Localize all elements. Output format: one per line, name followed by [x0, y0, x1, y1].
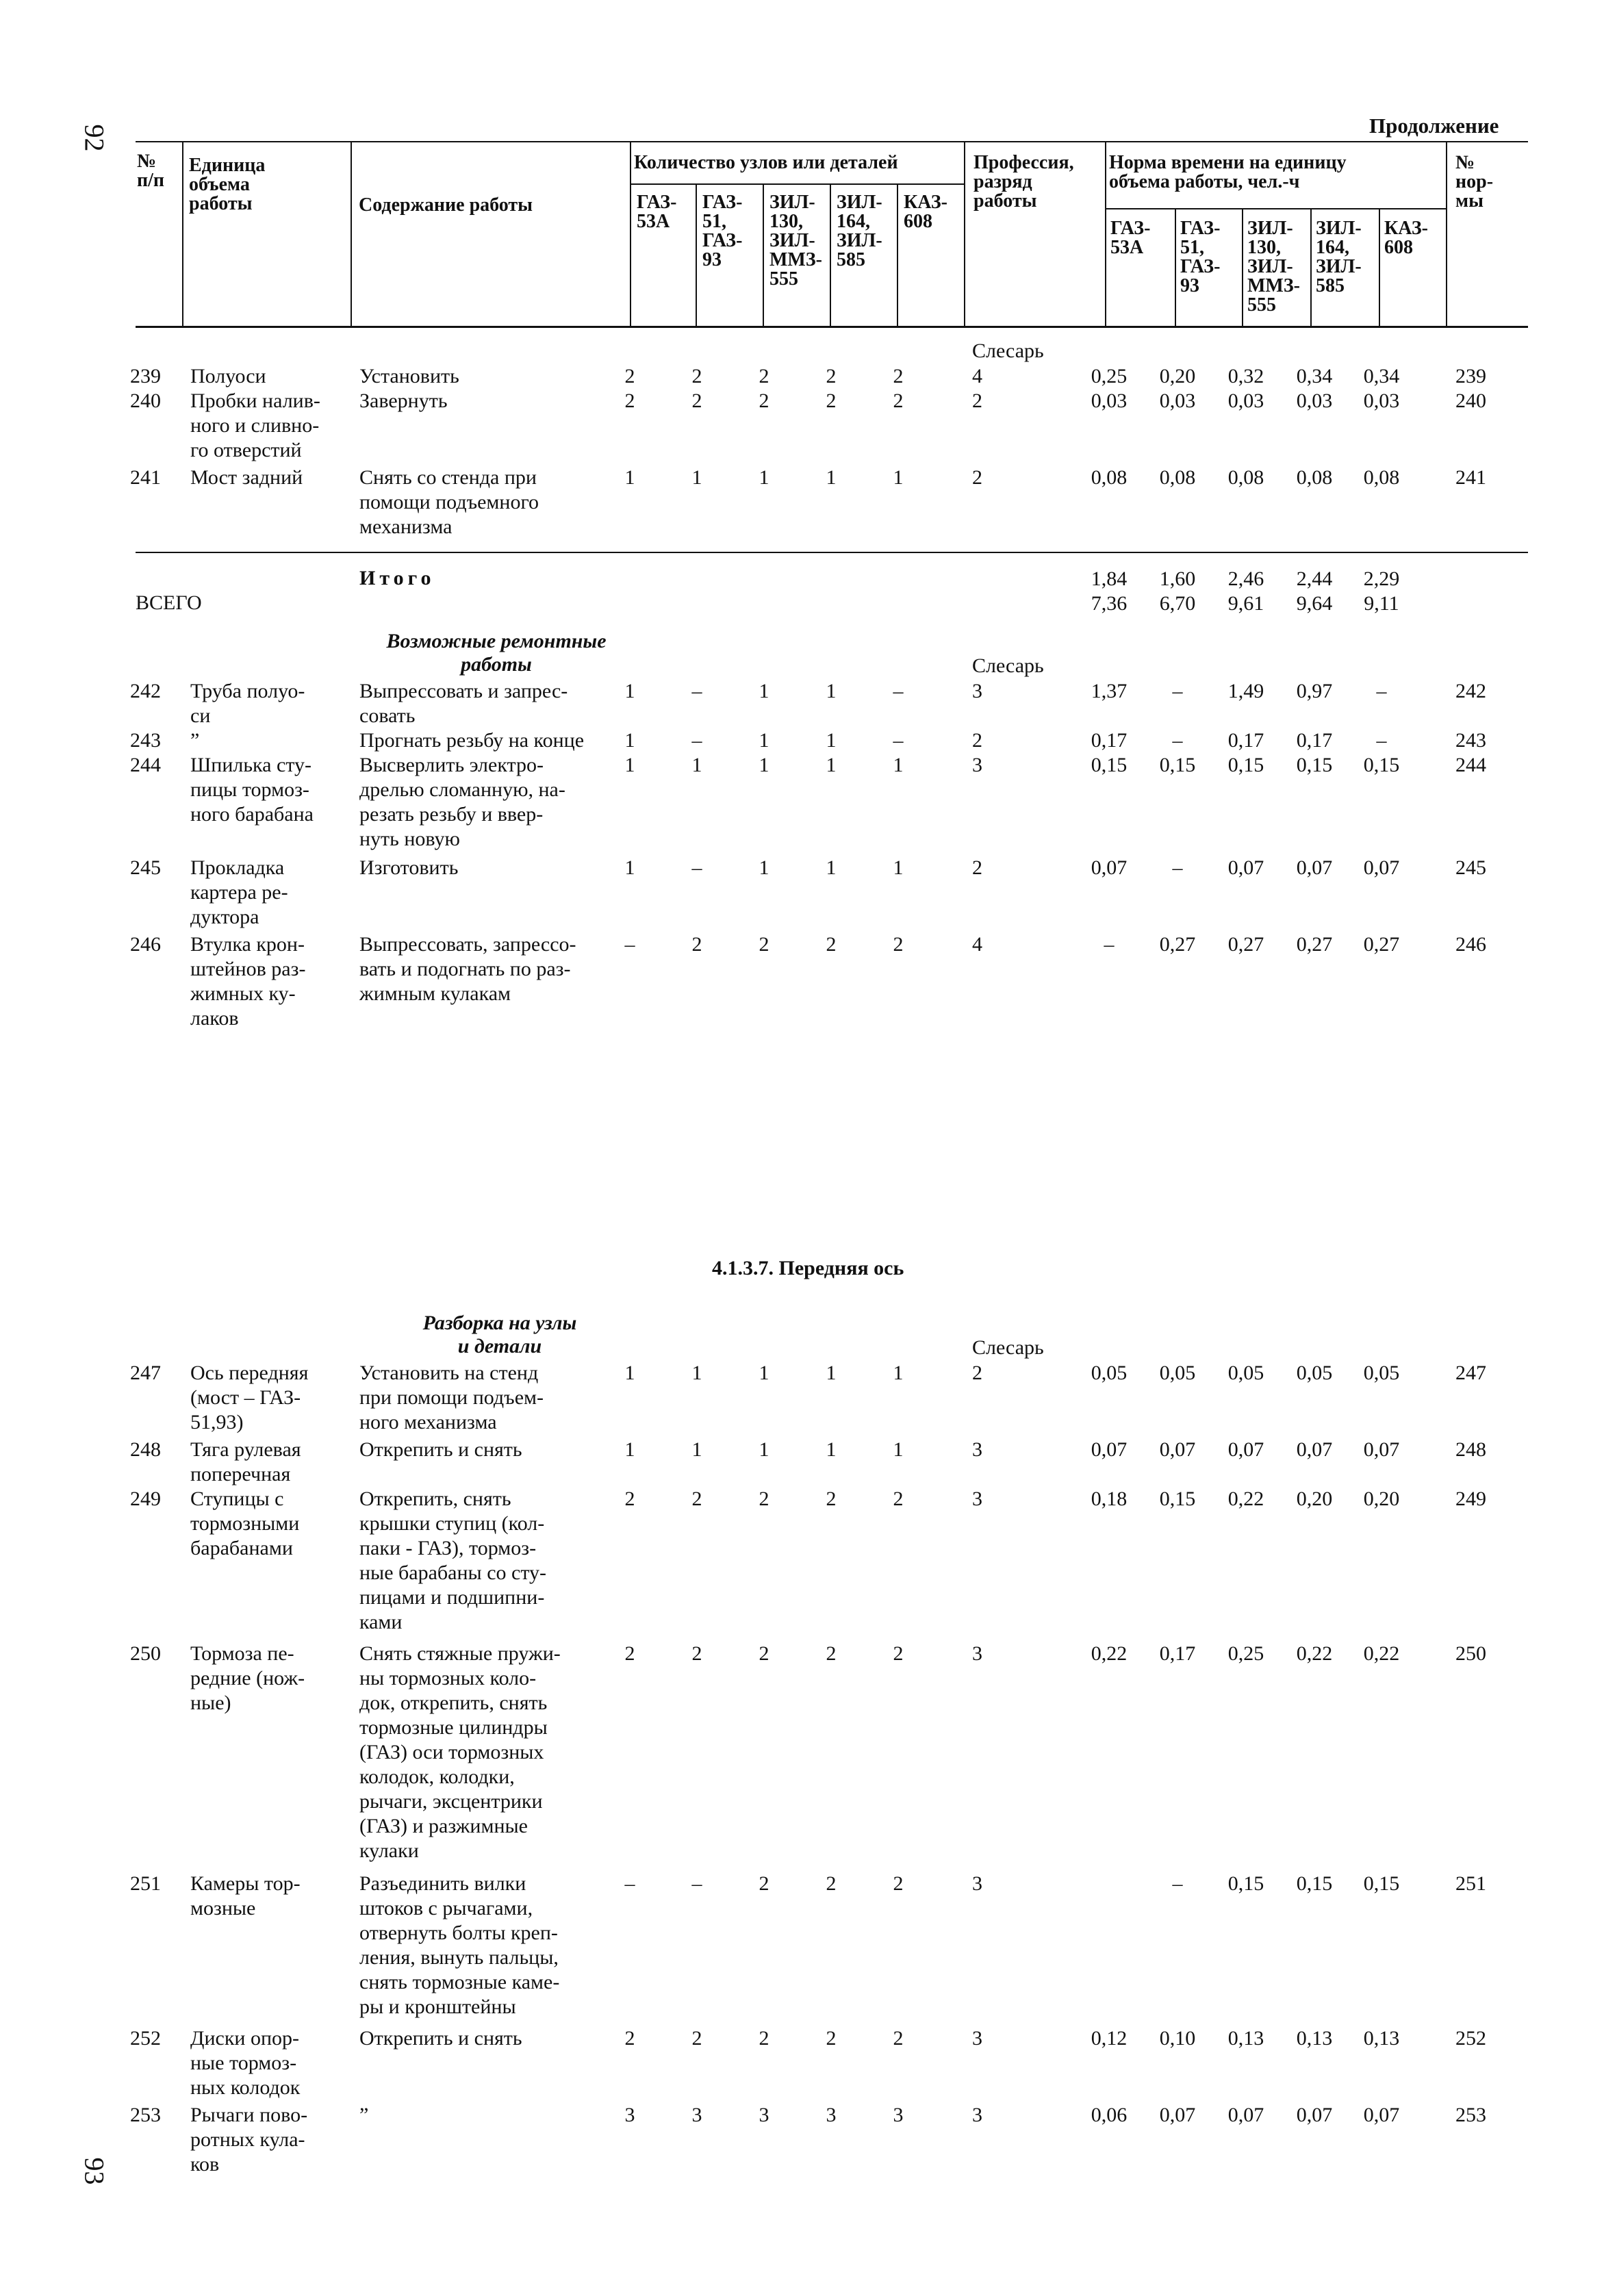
quantity-cell: 2 — [691, 365, 702, 387]
row-number: 249 — [130, 1488, 161, 1510]
row-unit: Труба полуо- си — [190, 680, 305, 727]
norm-cell: 0,13 — [1363, 2027, 1400, 2050]
norm-cell: 0,15 — [1296, 754, 1333, 776]
quantity-cell: – — [624, 1872, 635, 1895]
row-number: 241 — [130, 466, 161, 489]
section-title: 4.1.3.7. Передняя ось — [712, 1257, 904, 1279]
quantity-cell: 1 — [691, 466, 702, 489]
row-unit: Рычаги пово- ротных кула- ков — [190, 2104, 308, 2176]
norm-cell: 0,15 — [1159, 1488, 1196, 1510]
quantity-cell: 2 — [691, 1642, 702, 1665]
norm-cell: 0,15 — [1227, 754, 1264, 776]
total-value: 9,11 — [1364, 592, 1399, 615]
row-norm-code: 248 — [1455, 1438, 1486, 1461]
quantity-cell: 3 — [691, 2104, 702, 2126]
row-unit: Ступицы с тормозными барабанами — [190, 1488, 300, 1559]
header-qty-col: ГАЗ- 51, ГАЗ- 93 — [702, 192, 743, 270]
norm-cell: – — [1172, 680, 1183, 702]
itogo-label: Итого — [359, 567, 435, 589]
quantity-cell: 2 — [759, 1872, 769, 1895]
quantity-cell: 1 — [759, 1362, 769, 1384]
norm-cell: 0,17 — [1296, 729, 1333, 752]
section-b-heading: Возможные ремонтные работы — [386, 630, 607, 676]
row-profession-grade: 3 — [972, 2027, 982, 2050]
quantity-cell: 2 — [759, 933, 769, 956]
quantity-cell: 1 — [893, 466, 904, 489]
header-norm-group: Норма времени на единицу объема работы, чел.-ч — [1109, 152, 1347, 192]
quantity-cell: – — [624, 933, 635, 956]
norm-cell: 0,07 — [1091, 856, 1128, 879]
total-value: 2,29 — [1363, 567, 1400, 590]
total-value: 7,36 — [1091, 592, 1128, 615]
norm-cell: 0,03 — [1363, 390, 1400, 412]
row-unit: Пробки налив- ного и сливно- го отверстий — [190, 390, 320, 461]
norm-cell: 0,32 — [1227, 365, 1264, 387]
row-profession-grade: 3 — [972, 1488, 982, 1510]
total-value: 2,44 — [1296, 567, 1333, 590]
quantity-cell: 1 — [826, 754, 837, 776]
norm-cell: 0,27 — [1227, 933, 1264, 956]
row-profession-grade: 3 — [972, 1872, 982, 1895]
row-unit: Полуоси — [190, 365, 266, 387]
quantity-cell: 1 — [893, 754, 904, 776]
norm-cell: 0,07 — [1227, 2104, 1264, 2126]
norm-cell: 0,15 — [1296, 1872, 1333, 1895]
quantity-cell: 3 — [759, 2104, 769, 2126]
total-value: 1,84 — [1091, 567, 1128, 590]
row-number: 247 — [130, 1362, 161, 1384]
row-profession-grade: 2 — [972, 1362, 982, 1384]
row-norm-code: 242 — [1455, 680, 1486, 702]
row-work: Выпрессовать, запрессо- вать и подогнать по раз- жимным кулакам — [359, 933, 576, 1005]
norm-cell: 0,10 — [1159, 2027, 1196, 2050]
norm-cell: 0,07 — [1363, 1438, 1400, 1461]
quantity-cell: 2 — [826, 2027, 837, 2050]
quantity-cell: 1 — [759, 729, 769, 752]
norm-cell: 0,07 — [1296, 2104, 1333, 2126]
row-unit: Втулка крон- штейнов раз- жимных ку- лаков — [190, 933, 306, 1030]
norm-cell: 1,37 — [1091, 680, 1128, 702]
quantity-cell: 1 — [691, 1362, 702, 1384]
norm-cell: 0,07 — [1296, 856, 1333, 879]
quantity-cell: – — [691, 680, 702, 702]
norm-cell: 1,49 — [1227, 680, 1264, 702]
row-work: Открепить и снять — [359, 1438, 522, 1461]
table-header — [136, 141, 1528, 328]
quantity-cell: 1 — [624, 754, 635, 776]
quantity-cell: 2 — [624, 1488, 635, 1510]
row-profession-grade: 3 — [972, 754, 982, 776]
quantity-cell: 3 — [826, 2104, 837, 2126]
row-unit: Камеры тор- мозные — [190, 1872, 301, 1919]
norm-cell: 0,18 — [1091, 1488, 1128, 1510]
row-work: Завернуть — [359, 390, 448, 412]
row-norm-code: 250 — [1455, 1642, 1486, 1665]
row-unit: ” — [190, 729, 200, 752]
row-profession-grade: 4 — [972, 365, 982, 387]
norm-cell: 0,15 — [1227, 1872, 1264, 1895]
row-profession-grade: 2 — [972, 466, 982, 489]
norm-cell: 0,07 — [1363, 856, 1400, 879]
header-norm-col: ГАЗ- 51, ГАЗ- 93 — [1180, 218, 1221, 296]
header-norm-code: № нор- мы — [1455, 152, 1494, 212]
quantity-cell: – — [691, 729, 702, 752]
row-profession-grade: 2 — [972, 856, 982, 879]
row-work: Снять со стенда при помощи подъемного механизма — [359, 466, 539, 538]
total-value: 9,64 — [1296, 592, 1333, 615]
norm-cell: – — [1104, 933, 1115, 956]
row-work: Изготовить — [359, 856, 459, 879]
quantity-cell: 1 — [624, 680, 635, 702]
profession-label: Слесарь — [972, 1336, 1044, 1359]
norm-cell: 0,25 — [1227, 1642, 1264, 1665]
row-norm-code: 252 — [1455, 2027, 1486, 2050]
page-number-bottom: 93 — [79, 2157, 110, 2185]
quantity-cell: 2 — [826, 933, 837, 956]
quantity-cell: 1 — [826, 466, 837, 489]
quantity-cell: 2 — [893, 1488, 904, 1510]
norm-cell: 0,03 — [1159, 390, 1196, 412]
quantity-cell: 2 — [759, 390, 769, 412]
quantity-cell: 2 — [893, 933, 904, 956]
row-number: 245 — [130, 856, 161, 879]
header-norm-col: ГАЗ- 53А — [1110, 218, 1151, 258]
row-number: 250 — [130, 1642, 161, 1665]
norm-cell: 0,08 — [1159, 466, 1196, 489]
row-norm-code: 241 — [1455, 466, 1486, 489]
norm-cell: 0,05 — [1091, 1362, 1128, 1384]
norm-cell: 0,12 — [1091, 2027, 1128, 2050]
norm-cell: 0,08 — [1363, 466, 1400, 489]
total-value: 6,70 — [1159, 592, 1196, 615]
row-number: 242 — [130, 680, 161, 702]
row-work: Разъединить вилки штоков с рычагами, отвернуть болты креп- ления, вынуть пальцы, снять тормозные каме- ры и кронштейны — [359, 1872, 560, 2018]
quantity-cell: 2 — [624, 2027, 635, 2050]
row-norm-code: 243 — [1455, 729, 1486, 752]
quantity-cell: 2 — [826, 1488, 837, 1510]
norm-cell: 0,17 — [1091, 729, 1128, 752]
row-number: 240 — [130, 390, 161, 412]
quantity-cell: 2 — [691, 390, 702, 412]
page-number-top: 92 — [79, 124, 110, 152]
row-profession-grade: 3 — [972, 2104, 982, 2126]
row-number: 248 — [130, 1438, 161, 1461]
quantity-cell: 1 — [826, 1438, 837, 1461]
norm-cell: 0,97 — [1296, 680, 1333, 702]
row-unit: Прокладка картера ре- дуктора — [190, 856, 288, 928]
quantity-cell: 1 — [624, 856, 635, 879]
quantity-cell: 1 — [826, 1362, 837, 1384]
norm-cell: 0,27 — [1296, 933, 1333, 956]
norm-cell: 0,27 — [1363, 933, 1400, 956]
quantity-cell: – — [691, 856, 702, 879]
norm-cell: 0,34 — [1296, 365, 1333, 387]
norm-cell: 0,22 — [1227, 1488, 1264, 1510]
header-unit: Единица объема работы — [189, 155, 266, 214]
norm-cell: 0,22 — [1296, 1642, 1333, 1665]
header-norm-col: КАЗ- 608 — [1384, 218, 1428, 258]
header-norm-col: ЗИЛ- 164, ЗИЛ- 585 — [1316, 218, 1362, 296]
norm-cell: 0,08 — [1091, 466, 1128, 489]
quantity-cell: 2 — [691, 1488, 702, 1510]
norm-cell: – — [1376, 680, 1387, 702]
norm-cell: 0,13 — [1296, 2027, 1333, 2050]
quantity-cell: 1 — [691, 1438, 702, 1461]
row-norm-code: 244 — [1455, 754, 1486, 776]
row-number: 239 — [130, 365, 161, 387]
quantity-cell: 2 — [759, 365, 769, 387]
row-unit: Ось передняя (мост – ГАЗ- 51,93) — [190, 1362, 309, 1433]
section-c-heading: Разборка на узлы и детали — [422, 1312, 577, 1357]
norm-cell: 0,08 — [1296, 466, 1333, 489]
total-value: 1,60 — [1159, 567, 1196, 590]
norm-cell: 0,17 — [1159, 1642, 1196, 1665]
row-number: 253 — [130, 2104, 161, 2126]
row-work: ” — [359, 2104, 369, 2126]
row-unit: Диски опор- ные тормоз- ных колодок — [190, 2027, 301, 2099]
row-profession-grade: 2 — [972, 390, 982, 412]
norm-cell: 0,20 — [1363, 1488, 1400, 1510]
norm-cell: – — [1172, 1872, 1183, 1895]
quantity-cell: 1 — [691, 754, 702, 776]
row-norm-code: 246 — [1455, 933, 1486, 956]
quantity-cell: 2 — [826, 1642, 837, 1665]
norm-cell: 0,08 — [1227, 466, 1264, 489]
norm-cell: 0,05 — [1296, 1362, 1333, 1384]
quantity-cell: – — [691, 1872, 702, 1895]
quantity-cell: 2 — [624, 390, 635, 412]
vsego-label: ВСЕГО — [136, 591, 202, 614]
quantity-cell: – — [893, 729, 904, 752]
quantity-cell: 2 — [893, 1642, 904, 1665]
row-work: Открепить, снять крышки ступиц (кол- паки - ГАЗ), тормоз- ные барабаны со сту- пицами и подшипни- ками — [359, 1488, 547, 1633]
norm-cell: 0,03 — [1091, 390, 1128, 412]
norm-cell: – — [1172, 729, 1183, 752]
norm-cell: 0,03 — [1296, 390, 1333, 412]
norm-cell: 0,15 — [1159, 754, 1196, 776]
quantity-cell: 2 — [826, 1872, 837, 1895]
row-norm-code: 247 — [1455, 1362, 1486, 1384]
row-norm-code: 240 — [1455, 390, 1486, 412]
total-value: 9,61 — [1227, 592, 1264, 615]
quantity-cell: 2 — [759, 2027, 769, 2050]
row-unit: Тормоза пе- редние (нож- ные) — [190, 1642, 305, 1714]
norm-cell: 0,06 — [1091, 2104, 1128, 2126]
norm-cell: 0,05 — [1159, 1362, 1196, 1384]
norm-cell: 0,07 — [1363, 2104, 1400, 2126]
continuation-label: Продолжение — [1369, 114, 1499, 138]
quantity-cell: 2 — [691, 933, 702, 956]
norm-cell: 0,25 — [1091, 365, 1128, 387]
norm-cell: 0,07 — [1227, 1438, 1264, 1461]
norm-cell: 0,22 — [1091, 1642, 1128, 1665]
quantity-cell: 1 — [624, 729, 635, 752]
norm-cell: 0,13 — [1227, 2027, 1264, 2050]
header-profession: Профессия, разряд работы — [973, 152, 1074, 212]
quantity-cell: 1 — [826, 680, 837, 702]
norm-cell: 0,17 — [1227, 729, 1264, 752]
quantity-cell: 2 — [893, 365, 904, 387]
quantity-cell: 2 — [826, 390, 837, 412]
header-qty-group: Количество узлов или деталей — [634, 152, 898, 173]
row-work: Прогнать резьбу на конце — [359, 729, 585, 752]
norm-cell: 0,15 — [1091, 754, 1128, 776]
header-norm-col: ЗИЛ- 130, ЗИЛ- ММЗ- 555 — [1247, 218, 1300, 316]
row-number: 252 — [130, 2027, 161, 2050]
quantity-cell: 2 — [893, 390, 904, 412]
row-number: 251 — [130, 1872, 161, 1895]
row-work: Выпрессовать и запрес- совать — [359, 680, 568, 727]
header-work: Содержание работы — [359, 194, 533, 216]
quantity-cell: 2 — [624, 365, 635, 387]
row-profession-grade: 3 — [972, 680, 982, 702]
norm-cell: 0,15 — [1363, 754, 1400, 776]
row-work: Снять стяжные пружи- ны тормозных коло- док, открепить, снять тормозные цилиндры (ГАЗ) оси тормозных колодок, колодки, рычаги, эксцентрики (ГАЗ) и разжимные кулаки — [359, 1642, 561, 1862]
norm-cell: 0,03 — [1227, 390, 1264, 412]
quantity-cell: 1 — [759, 680, 769, 702]
quantity-cell: 2 — [691, 2027, 702, 2050]
quantity-cell: 1 — [893, 1438, 904, 1461]
quantity-cell: 3 — [624, 2104, 635, 2126]
quantity-cell: 1 — [759, 754, 769, 776]
norm-cell: – — [1376, 729, 1387, 752]
quantity-cell: 1 — [759, 856, 769, 879]
quantity-cell: 2 — [893, 1872, 904, 1895]
row-unit: Мост задний — [190, 466, 303, 489]
norm-cell: 0,07 — [1296, 1438, 1333, 1461]
row-norm-code: 249 — [1455, 1488, 1486, 1510]
row-unit: Тяга рулевая поперечная — [190, 1438, 301, 1485]
norm-cell: 0,07 — [1159, 1438, 1196, 1461]
quantity-cell: 1 — [826, 729, 837, 752]
norm-cell: 0,20 — [1296, 1488, 1333, 1510]
row-profession-grade: 4 — [972, 933, 982, 956]
divider — [136, 552, 1528, 553]
row-norm-code: 251 — [1455, 1872, 1486, 1895]
quantity-cell: 1 — [759, 1438, 769, 1461]
norm-cell: 0,20 — [1159, 365, 1196, 387]
quantity-cell: 2 — [893, 2027, 904, 2050]
header-qty-col: ГАЗ- 53А — [637, 192, 677, 232]
quantity-cell: 2 — [759, 1488, 769, 1510]
row-number: 244 — [130, 754, 161, 776]
quantity-cell: 1 — [893, 856, 904, 879]
row-norm-code: 239 — [1455, 365, 1486, 387]
norm-cell: 0,07 — [1091, 1438, 1128, 1461]
row-number: 246 — [130, 933, 161, 956]
norm-cell: 0,07 — [1227, 856, 1264, 879]
quantity-cell: 1 — [624, 466, 635, 489]
header-qty-col: ЗИЛ- 164, ЗИЛ- 585 — [837, 192, 882, 270]
total-value: 2,46 — [1227, 567, 1264, 590]
row-work: Высверлить электро- дрелью сломанную, на- резать резьбу и ввер- нуть новую — [359, 754, 565, 850]
quantity-cell: 3 — [893, 2104, 904, 2126]
quantity-cell: 2 — [826, 365, 837, 387]
header-qty-col: КАЗ- 608 — [904, 192, 947, 232]
norm-cell: 0,34 — [1363, 365, 1400, 387]
profession-label: Слесарь — [972, 654, 1044, 677]
quantity-cell: 1 — [826, 856, 837, 879]
quantity-cell: 2 — [759, 1642, 769, 1665]
row-work: Открепить и снять — [359, 2027, 522, 2050]
norm-cell: 0,07 — [1159, 2104, 1196, 2126]
norm-cell: 0,22 — [1363, 1642, 1400, 1665]
profession-label: Слесарь — [972, 340, 1044, 362]
norm-cell: 0,15 — [1363, 1872, 1400, 1895]
row-profession-grade: 3 — [972, 1438, 982, 1461]
quantity-cell: – — [893, 680, 904, 702]
row-work: Установить на стенд при помощи подъем- ного механизма — [359, 1362, 544, 1433]
row-work: Установить — [359, 365, 459, 387]
norm-cell: 0,05 — [1227, 1362, 1264, 1384]
row-number: 243 — [130, 729, 161, 752]
quantity-cell: 1 — [893, 1362, 904, 1384]
row-profession-grade: 2 — [972, 729, 982, 752]
row-unit: Шпилька сту- пицы тормоз- ного барабана — [190, 754, 314, 826]
norm-cell: 0,05 — [1363, 1362, 1400, 1384]
row-profession-grade: 3 — [972, 1642, 982, 1665]
quantity-cell: 1 — [624, 1438, 635, 1461]
quantity-cell: 2 — [624, 1642, 635, 1665]
norm-cell: – — [1172, 856, 1183, 879]
row-norm-code: 245 — [1455, 856, 1486, 879]
norm-cell: 0,27 — [1159, 933, 1196, 956]
header-qty-col: ЗИЛ- 130, ЗИЛ- ММЗ- 555 — [769, 192, 822, 290]
row-norm-code: 253 — [1455, 2104, 1486, 2126]
quantity-cell: 1 — [759, 466, 769, 489]
quantity-cell: 1 — [624, 1362, 635, 1384]
header-num: № п/п — [137, 151, 165, 191]
